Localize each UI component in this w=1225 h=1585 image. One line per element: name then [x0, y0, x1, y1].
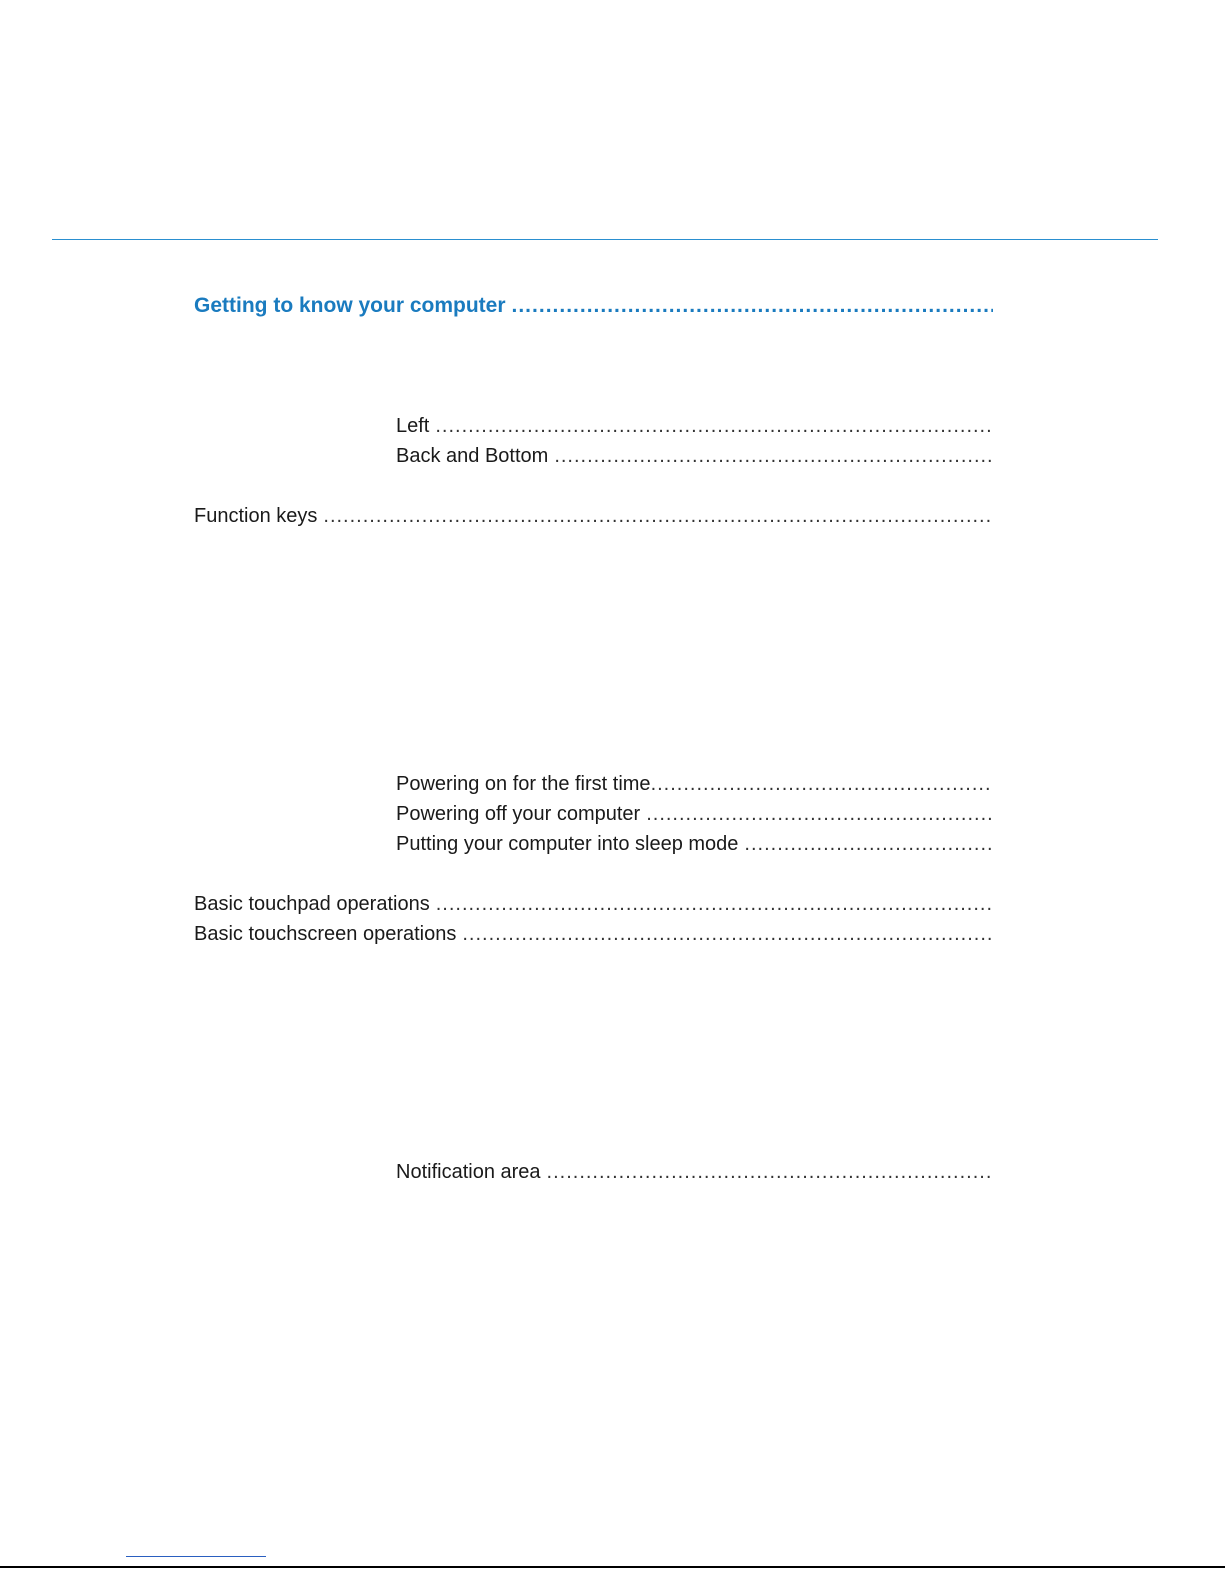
- toc-chapter-getting-to-know[interactable]: [194, 293, 993, 319]
- toc-dot-leader: [554, 443, 993, 469]
- toc-entry-label: Powering off your computer: [396, 803, 641, 825]
- toc-entry-label: Left: [396, 415, 430, 437]
- toc-dot-leader: [646, 801, 993, 827]
- toc-entry-notification-area[interactable]: [396, 1159, 993, 1185]
- toc-entry-touchscreen[interactable]: [194, 921, 993, 947]
- toc-entry-label: Putting your computer into sleep mode: [396, 833, 739, 855]
- toc-dot-leader: [323, 503, 993, 529]
- toc-dot-leader: [462, 921, 993, 947]
- page-bottom-edge: [0, 1566, 1225, 1568]
- toc-entry-label: Notification area: [396, 1161, 541, 1183]
- toc-entry-label: Back and Bottom: [396, 445, 549, 467]
- toc-dot-leader: [512, 293, 993, 319]
- toc-entry-powering-off[interactable]: [396, 801, 993, 827]
- toc-entry-back-and-bottom[interactable]: [396, 443, 993, 469]
- toc-dot-leader: [436, 891, 993, 917]
- toc-entry-label: Basic touchscreen operations: [194, 923, 457, 945]
- toc-entry-label: Basic touchpad operations: [194, 893, 430, 915]
- toc-dot-leader: [744, 831, 993, 857]
- footer-link-underline: [126, 1556, 266, 1557]
- toc-entry-function-keys[interactable]: [194, 503, 993, 529]
- toc-entry-powering-on[interactable]: [396, 771, 993, 797]
- toc-entry-touchpad[interactable]: [194, 891, 993, 917]
- toc-entry-left[interactable]: [396, 413, 993, 439]
- toc-dot-leader: [651, 771, 993, 797]
- toc-chapter-label: Getting to know your computer: [194, 294, 506, 317]
- toc-entry-label: Function keys: [194, 505, 318, 527]
- toc-entry-sleep-mode[interactable]: [396, 831, 993, 857]
- toc-dot-leader: [435, 413, 993, 439]
- header-rule: [52, 239, 1158, 240]
- toc-entry-label: Powering on for the first time: [396, 773, 651, 795]
- toc-dot-leader: [547, 1159, 993, 1185]
